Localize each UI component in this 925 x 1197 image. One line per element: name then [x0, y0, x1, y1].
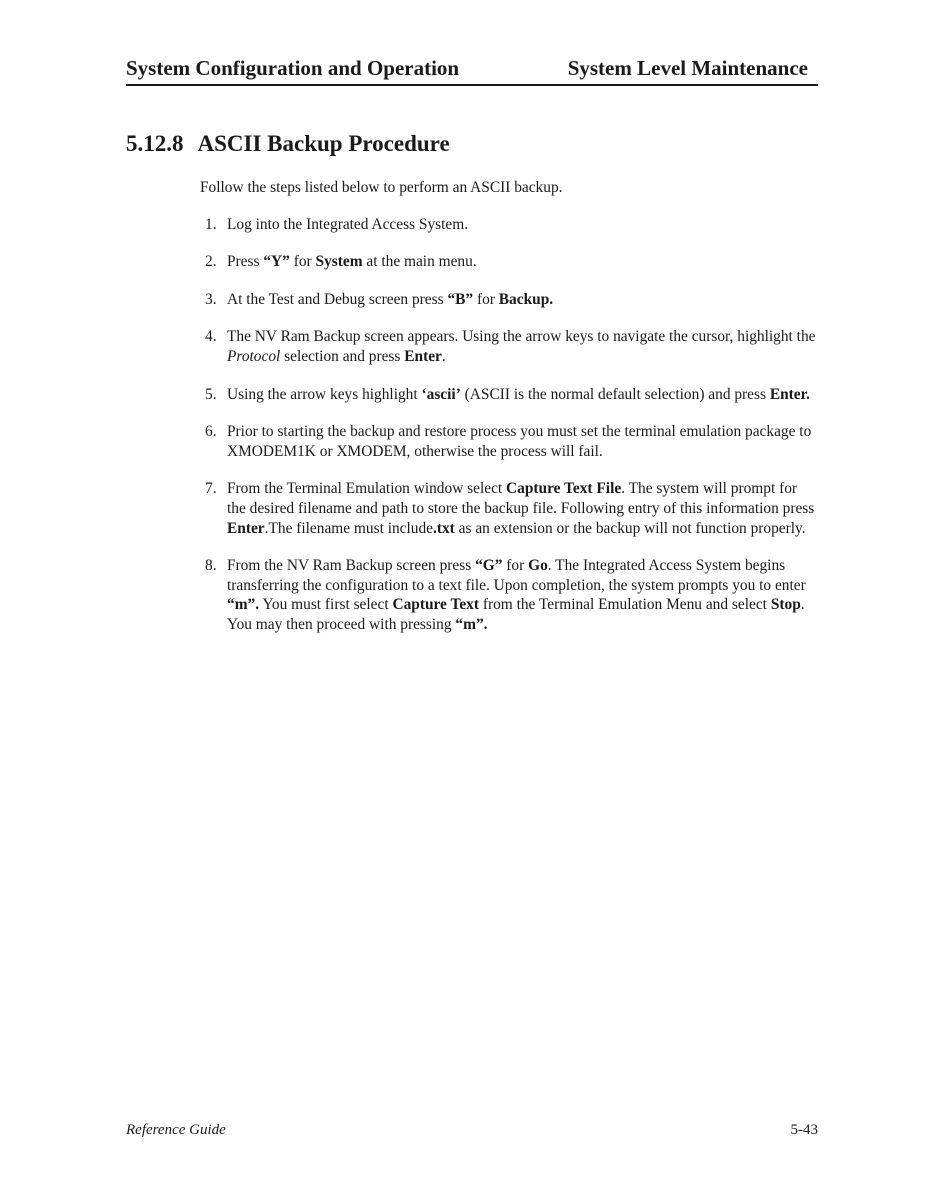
step-text-bold: Capture Text File: [506, 480, 622, 498]
page-header: [126, 56, 818, 86]
step-text: [227, 480, 814, 536]
step-number: 6.: [205, 423, 217, 441]
header-chapter-title: System Configuration and Operation: [126, 56, 460, 80]
step-text-bold: .txt: [433, 519, 455, 537]
step-text-run: for: [289, 253, 316, 271]
body-content: [200, 178, 818, 653]
step-text-run: The NV Ram Backup screen appears. Using the arrow keys to navigate the cursor, highlight the: [227, 328, 816, 346]
step-text-run: . The system will prompt for the desired filename and path to store the backup file. Following entry of this information press: [227, 480, 815, 517]
step-text-bold: Go: [528, 557, 548, 575]
step-text-bold: “m”.: [227, 596, 260, 614]
step-text-run: for: [502, 557, 529, 575]
header-section-title: System Level Maintenance: [567, 56, 808, 80]
step-text: [227, 423, 811, 460]
step-text-bold: “Y”: [263, 253, 290, 271]
section-heading: [126, 130, 450, 158]
step-text-bold: Enter.: [769, 385, 810, 403]
step-item: [200, 290, 818, 310]
step-text: [227, 557, 806, 633]
step-text-run: From the Terminal Emulation window select: [227, 480, 507, 498]
step-text-bold: “m”.: [455, 615, 488, 633]
step-text-run: at the main menu.: [362, 253, 477, 271]
step-text-italic: Protocol: [227, 347, 281, 365]
step-text: [227, 253, 477, 270]
step-text-bold: “B”: [447, 290, 474, 308]
step-text-run: You must first select: [259, 596, 393, 614]
step-number: 7.: [205, 480, 217, 498]
step-text-run: from the Terminal Emulation Menu and select: [478, 596, 771, 614]
step-text: [227, 386, 810, 403]
step-item: [200, 215, 818, 235]
step-text-run: for: [473, 290, 499, 308]
step-text: [227, 328, 815, 365]
step-number: 4.: [205, 328, 217, 346]
step-number: 3.: [205, 290, 217, 308]
step-item: [200, 252, 818, 272]
step-text-bold: Capture Text: [392, 596, 479, 614]
step-text-run: From the NV Ram Backup screen press: [227, 557, 476, 575]
step-text-run: as an extension or the backup will not function properly.: [454, 519, 806, 537]
step-text-run: . You may then proceed with pressing: [227, 596, 805, 633]
footer-page-number: 5-43: [790, 1122, 818, 1138]
step-text-run: .: [441, 347, 446, 365]
step-text-run: (ASCII is the normal default selection) and press: [460, 385, 770, 403]
steps-list: [200, 215, 818, 635]
step-number: 2.: [205, 253, 217, 271]
step-text-run: At the Test and Debug screen press: [227, 290, 448, 308]
step-text-bold: Stop: [770, 596, 801, 614]
step-text: [227, 291, 553, 308]
step-text-run: selection and press: [280, 347, 405, 365]
step-text-bold: Backup.: [498, 290, 554, 308]
section-number: 5.12.8: [126, 131, 184, 156]
step-text: [227, 216, 468, 233]
step-text-run: Prior to starting the backup and restore process you must set the terminal emulation package to XMODEM1K or XMODEM, otherwise the process will fail.: [227, 423, 812, 460]
intro-paragraph: Follow the steps listed below to perform an ASCII backup.: [200, 179, 563, 196]
step-number: 8.: [205, 557, 217, 575]
step-text-bold: “G”: [475, 557, 503, 575]
step-item: [200, 385, 818, 405]
step-text-run: Press: [227, 253, 264, 271]
step-item: [200, 479, 818, 538]
section-title-text: ASCII Backup Procedure: [197, 131, 450, 156]
step-text-bold: Enter: [404, 347, 442, 365]
step-item: [200, 422, 818, 461]
step-text-bold: System: [315, 253, 363, 271]
step-text-bold: ‘ascii’: [421, 385, 461, 403]
step-text-bold: Enter: [227, 519, 265, 537]
step-text-run: .The filename must include: [264, 519, 434, 537]
step-text-run: . The Integrated Access System begins transferring the configuration to a text file. Upon completion, the system prompts you to enter: [227, 557, 806, 594]
step-text-run: Using the arrow keys highlight: [227, 385, 422, 403]
step-number: 1.: [205, 215, 217, 233]
step-number: 5.: [205, 385, 217, 403]
step-text-run: Log into the Integrated Access System.: [227, 215, 469, 233]
step-item: [200, 556, 818, 634]
step-item: [200, 327, 818, 366]
footer-document-title: Reference Guide: [126, 1122, 226, 1138]
